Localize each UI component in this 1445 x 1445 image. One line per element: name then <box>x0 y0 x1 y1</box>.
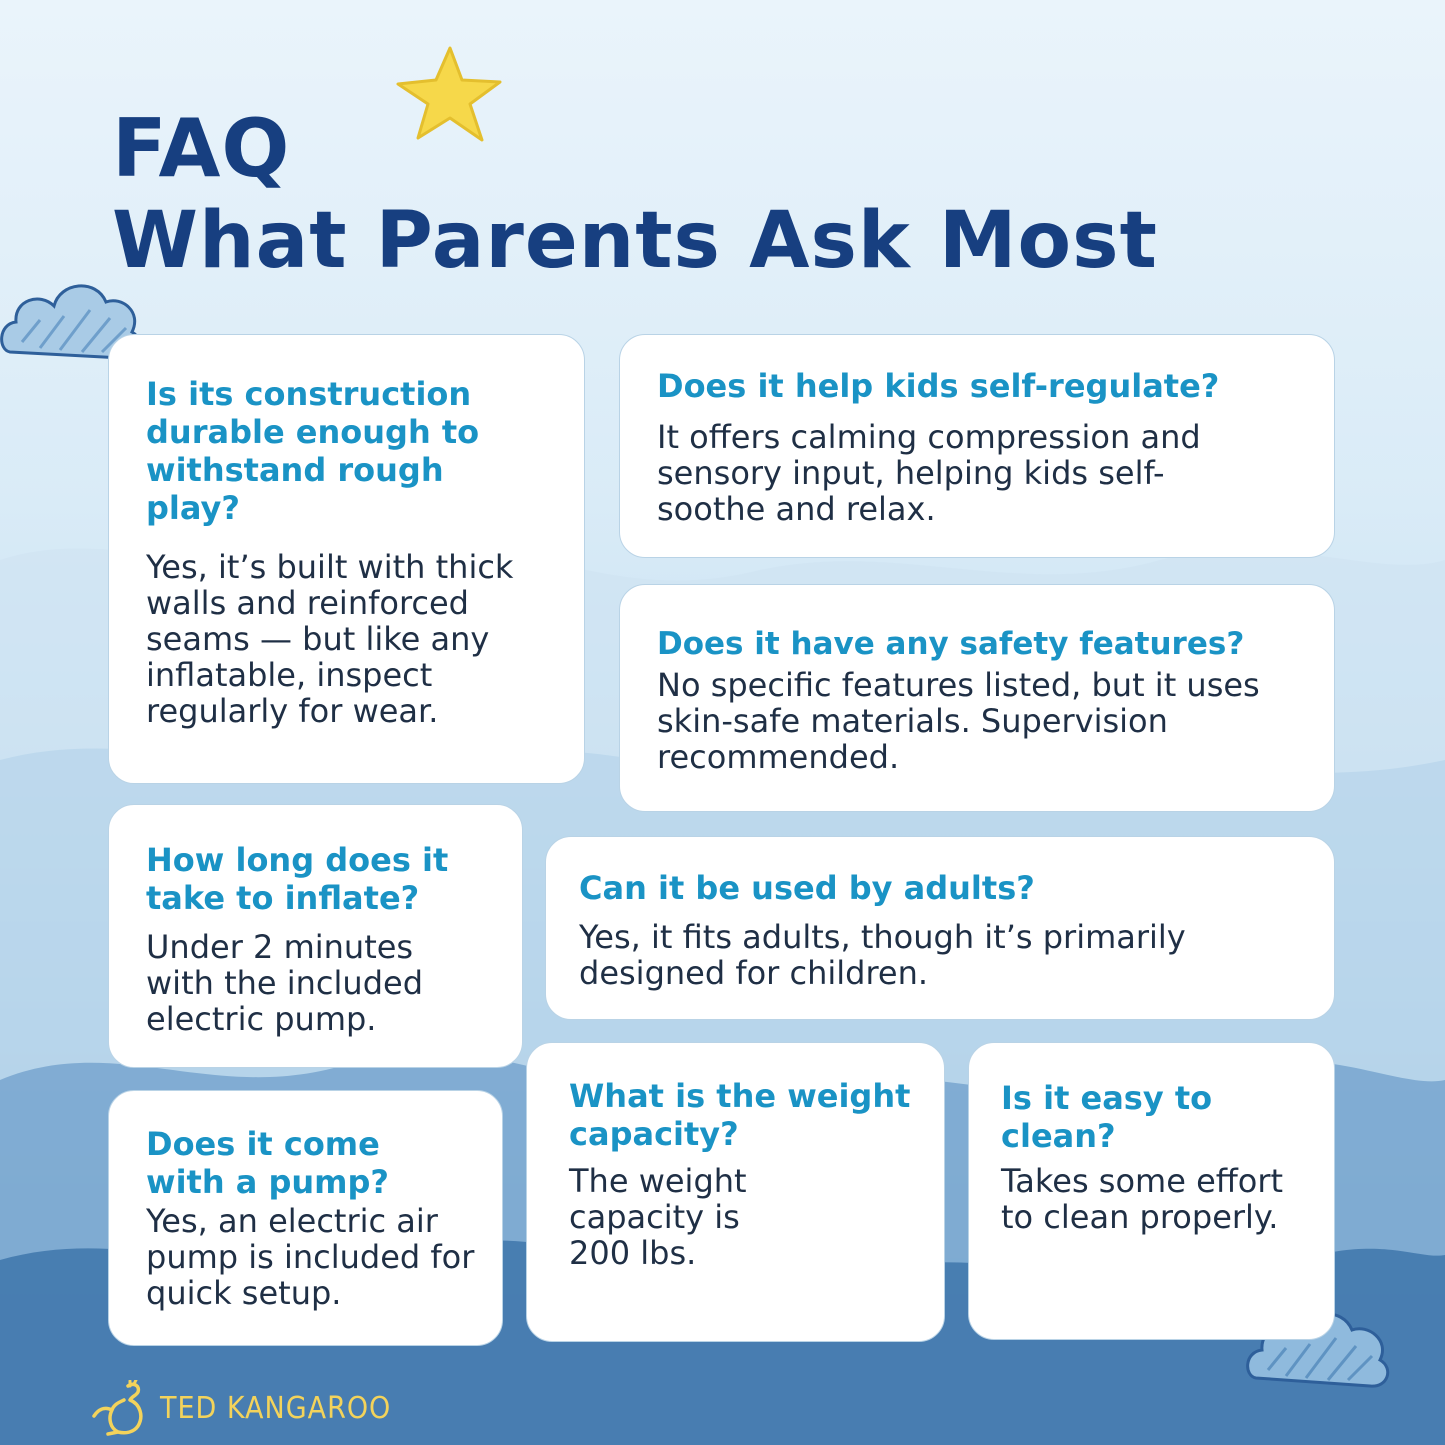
page-title: What Parents Ask Most <box>112 196 1158 286</box>
faq-answer: It offers calming compression and sensory input, helping kids self-soothe and relax. <box>657 418 1201 528</box>
faq-answer: No specific features listed, but it uses skin-safe materials. Supervision recommended. <box>657 666 1260 776</box>
faq-card-clean <box>968 1042 1335 1340</box>
brand-name: TED KANGAROO <box>160 1390 392 1426</box>
faq-card-durability <box>108 334 585 784</box>
faq-question: Does it help kids self-regulate? <box>657 367 1220 405</box>
brand-logo <box>88 1380 391 1436</box>
faq-answer: Yes, an electric air pump is included for quick setup. <box>146 1202 475 1312</box>
faq-card-adults <box>545 836 1335 1020</box>
kangaroo-icon <box>88 1380 152 1436</box>
faq-answer: The weight capacity is 200 lbs. <box>569 1162 747 1272</box>
faq-answer: Under 2 minutes with the included electric pump. <box>146 928 423 1038</box>
faq-question: Is its construction durable enough to withstand rough play? <box>146 375 480 527</box>
faq-question: Is it easy to clean? <box>1001 1079 1213 1155</box>
faq-question: How long does it take to inflate? <box>146 841 449 917</box>
faq-question: Does it come with a pump? <box>146 1125 389 1201</box>
star-icon <box>392 44 504 144</box>
faq-card-inflate <box>108 804 523 1068</box>
faq-answer: Yes, it’s built with thick walls and reinforced seams — but like any inflatable, inspect regularly for wear. <box>146 548 514 730</box>
faq-card-safety <box>619 584 1335 812</box>
faq-card-self-regulate <box>619 334 1335 558</box>
faq-answer: Yes, it fits adults, though it’s primarily designed for children. <box>579 918 1186 992</box>
faq-question: Can it be used by adults? <box>579 869 1035 907</box>
faq-question: What is the weight capacity? <box>569 1077 911 1153</box>
faq-card-pump <box>108 1090 503 1346</box>
faq-question: Does it have any safety features? <box>657 626 1245 662</box>
faq-title: FAQ <box>112 102 291 195</box>
faq-card-weight <box>526 1042 945 1342</box>
faq-answer: Takes some effort to clean properly. <box>1001 1162 1284 1236</box>
